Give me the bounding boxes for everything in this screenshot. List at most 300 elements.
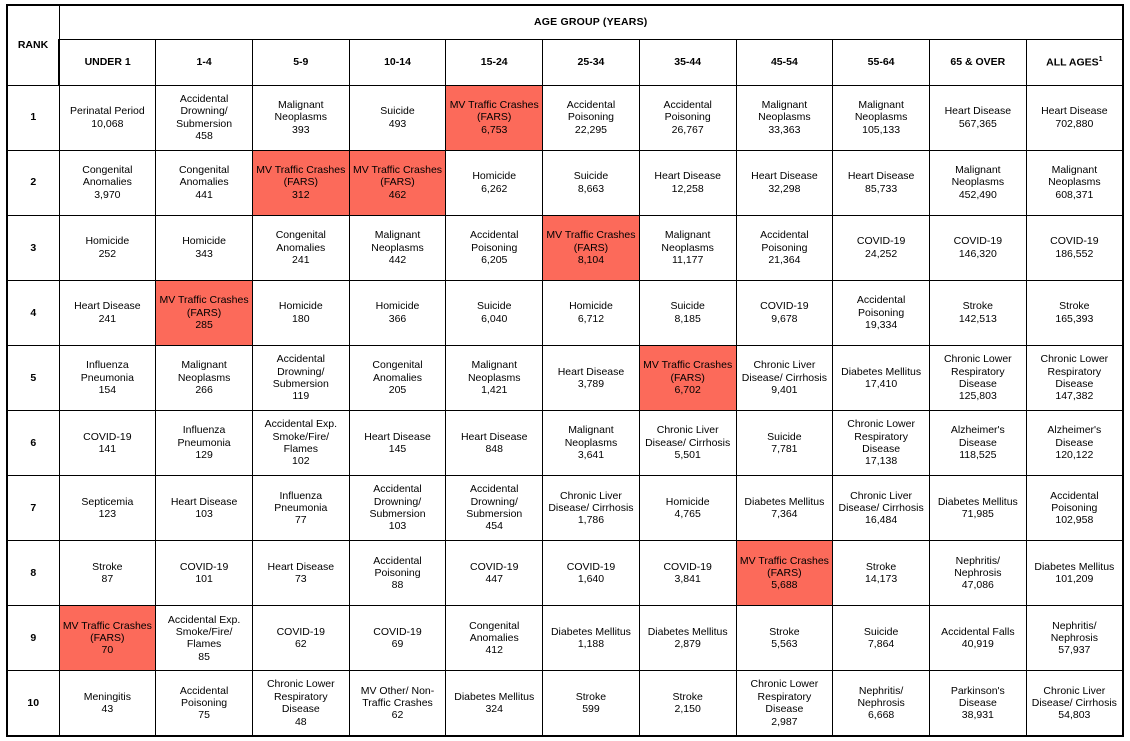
causes-of-death-by-age-table — [6, 4, 1124, 737]
data-cell — [543, 671, 640, 736]
cause-label: Influenza Pneumonia — [80, 359, 134, 384]
table-row — [7, 280, 1123, 345]
cause-label: Chronic Lower Respiratory Disease — [750, 678, 819, 716]
cause-count: 3,789 — [577, 377, 605, 390]
cause-count: 452,490 — [958, 188, 997, 201]
data-cell — [929, 215, 1026, 280]
data-cell — [639, 150, 736, 215]
data-cell-highlighted — [639, 345, 736, 410]
data-cell — [349, 215, 446, 280]
data-cell — [833, 150, 930, 215]
cause-label: Stroke — [769, 625, 800, 638]
data-cell — [736, 215, 833, 280]
rank-cell: 1 — [7, 85, 59, 150]
cause-label: Malignant Neoplasms — [274, 98, 328, 124]
cause-label: Chronic Liver Disease/ Cirrhosis — [838, 489, 924, 514]
data-cell — [833, 85, 930, 150]
cause-count: 9,401 — [771, 384, 798, 397]
cause-count: 1,421 — [481, 384, 508, 397]
cause-label: MV Traffic Crashes (FARS) — [546, 229, 636, 254]
cause-label: Congenital Anomalies — [178, 164, 230, 189]
data-cell — [446, 345, 543, 410]
table-header — [7, 5, 1123, 85]
table-body — [7, 85, 1123, 736]
rank-cell: 8 — [7, 541, 59, 606]
cause-label: Chronic Lower Respiratory Disease — [847, 418, 915, 456]
data-cell — [156, 215, 253, 280]
column-header-all-ages-label: ALL AGES — [1046, 56, 1099, 69]
cause-label: Suicide — [573, 170, 609, 183]
cause-count: 5,563 — [771, 638, 798, 651]
cause-count: 77 — [294, 514, 307, 527]
cause-label: Nephritis/ Nephrosis — [857, 684, 905, 709]
rank-cell: 5 — [7, 345, 59, 410]
data-cell — [639, 671, 736, 736]
cause-count: 48 — [294, 715, 307, 728]
cause-count: 462 — [388, 188, 407, 201]
data-cell — [252, 671, 349, 736]
cause-count: 9,678 — [771, 312, 798, 325]
cause-label: Stroke — [962, 300, 993, 313]
table-column-header-row — [7, 39, 1123, 85]
data-cell — [252, 280, 349, 345]
data-cell — [736, 280, 833, 345]
cause-count: 312 — [292, 188, 310, 201]
cause-label: Accidental Drowning/ Submersion — [272, 353, 329, 390]
cause-count: 447 — [485, 573, 503, 586]
cause-count: 103 — [195, 508, 213, 521]
cause-count: 180 — [292, 312, 310, 325]
cause-label: Suicide — [767, 430, 802, 443]
data-cell-highlighted — [156, 280, 253, 345]
data-cell-highlighted — [252, 150, 349, 215]
cause-count: 62 — [391, 709, 404, 722]
data-cell — [736, 345, 833, 410]
cause-count: 69 — [391, 638, 404, 651]
column-header-10-14: 10-14 — [349, 39, 446, 85]
cause-count: 4,765 — [674, 508, 701, 521]
data-cell — [252, 476, 349, 541]
cause-label: Diabetes Mellitus — [841, 365, 922, 378]
cause-count: 493 — [388, 117, 407, 130]
cause-label: Accidental Poisoning — [566, 98, 616, 124]
cause-count: 85 — [198, 650, 210, 663]
cause-count: 88 — [391, 579, 404, 592]
data-cell — [59, 85, 156, 150]
cause-label: Alzheimer's Disease — [1047, 424, 1102, 449]
data-cell — [59, 150, 156, 215]
data-cell — [446, 671, 543, 736]
cause-label: COVID-19 — [373, 625, 422, 638]
rank-cell: 3 — [7, 215, 59, 280]
cause-count: 3,970 — [94, 188, 121, 201]
data-cell — [252, 410, 349, 475]
data-cell — [1026, 671, 1123, 736]
cause-count: 6,753 — [481, 123, 508, 136]
data-cell — [156, 671, 253, 736]
cause-count: 7,864 — [867, 638, 895, 651]
data-cell — [252, 85, 349, 150]
cause-count: 324 — [485, 703, 503, 716]
cause-count: 87 — [101, 573, 114, 586]
cause-label: Influenza Pneumonia — [177, 424, 231, 449]
cause-count: 5,501 — [674, 449, 701, 462]
cause-label: Malignant Neoplasms — [951, 164, 1005, 189]
cause-label: Malignant Neoplasms — [564, 424, 618, 449]
data-cell — [349, 541, 446, 606]
cause-label: Chronic Lower Respiratory Disease — [1040, 353, 1109, 390]
data-cell — [446, 476, 543, 541]
cause-label: COVID-19 — [179, 560, 229, 573]
cause-count: 7,364 — [771, 508, 798, 521]
data-cell — [1026, 215, 1123, 280]
cause-label: Accidental Poisoning — [470, 229, 519, 254]
table-row — [7, 345, 1123, 410]
cause-count: 24,252 — [865, 247, 898, 260]
cause-label: Congenital Anomalies — [469, 619, 520, 645]
data-cell — [929, 410, 1026, 475]
cause-label: Diabetes Mellitus — [647, 625, 728, 638]
cause-label: COVID-19 — [663, 560, 712, 573]
cause-label: MV Traffic Crashes (FARS) — [449, 98, 539, 124]
cause-count: 102 — [292, 455, 310, 468]
cause-label: Malignant Neoplasms — [758, 98, 811, 124]
data-cell — [252, 345, 349, 410]
cause-label: Diabetes Mellitus — [550, 625, 631, 638]
cause-label: Diabetes Mellitus — [744, 495, 825, 508]
cause-count: 21,364 — [768, 253, 801, 266]
cause-count: 7,781 — [771, 443, 798, 456]
age-group-banner: AGE GROUP (YEARS) — [59, 5, 1123, 39]
cause-label: COVID-19 — [566, 560, 616, 573]
cause-label: Accidental Poisoning — [179, 684, 229, 709]
cause-label: Nephritis/ Nephrosis — [1050, 619, 1098, 645]
cause-count: 848 — [485, 443, 503, 456]
cause-label: Suicide — [863, 625, 899, 638]
cause-label: Accidental Drowning/ Submersion — [369, 483, 426, 521]
cause-count: 145 — [388, 443, 407, 456]
cause-label: Stroke — [865, 560, 897, 573]
data-cell-highlighted — [59, 606, 156, 671]
cause-count: 17,138 — [865, 455, 898, 468]
cause-label: Heart Disease — [1041, 105, 1108, 118]
cause-count: 73 — [294, 573, 307, 586]
data-cell — [59, 215, 156, 280]
data-cell — [59, 671, 156, 736]
cause-count: 57,937 — [1058, 644, 1091, 657]
data-cell — [349, 671, 446, 736]
column-header-55-64: 55-64 — [833, 39, 930, 85]
cause-label: Accidental Poisoning — [373, 554, 422, 580]
cause-count: 343 — [195, 247, 213, 260]
cause-label: Malignant Neoplasms — [177, 359, 231, 384]
cause-count: 62 — [294, 638, 307, 651]
cause-count: 85,733 — [865, 182, 898, 195]
cause-count: 2,987 — [771, 715, 798, 728]
data-cell — [1026, 345, 1123, 410]
data-cell — [252, 541, 349, 606]
data-cell — [833, 345, 930, 410]
data-cell — [446, 150, 543, 215]
cause-count: 6,702 — [674, 384, 701, 397]
cause-count: 241 — [98, 312, 117, 325]
data-cell — [156, 606, 253, 671]
cause-label: Chronic Liver Disease/ Cirrhosis — [741, 359, 827, 384]
data-cell — [252, 606, 349, 671]
rank-cell: 6 — [7, 410, 59, 475]
cause-count: 241 — [292, 253, 310, 266]
cause-count: 6,040 — [481, 312, 508, 325]
data-cell — [156, 85, 253, 150]
data-cell — [639, 410, 736, 475]
cause-label: Meningitis — [83, 690, 131, 703]
cause-label: Nephritis/ Nephrosis — [954, 554, 1002, 580]
data-cell-highlighted — [446, 85, 543, 150]
cause-count: 442 — [388, 253, 407, 266]
data-cell — [929, 606, 1026, 671]
cause-count: 19,334 — [865, 319, 898, 332]
cause-count: 567,365 — [958, 117, 997, 130]
cause-label: COVID-19 — [1050, 235, 1099, 248]
cause-count: 6,262 — [481, 182, 508, 195]
cause-label: COVID-19 — [953, 235, 1003, 248]
cause-label: MV Traffic Crashes (FARS) — [643, 359, 733, 384]
cause-count: 454 — [485, 520, 503, 533]
data-cell — [1026, 541, 1123, 606]
data-cell — [639, 215, 736, 280]
data-cell — [639, 541, 736, 606]
data-cell — [833, 671, 930, 736]
data-cell — [639, 85, 736, 150]
cause-count: 71,985 — [961, 508, 994, 521]
data-cell — [543, 85, 640, 150]
cause-label: MV Traffic Crashes (FARS) — [352, 164, 443, 189]
data-cell — [349, 85, 446, 150]
column-header-65-and-over — [929, 39, 1026, 85]
cause-label: Diabetes Mellitus — [1034, 560, 1115, 573]
column-header-all-ages — [1026, 39, 1123, 85]
cause-label: COVID-19 — [856, 235, 906, 248]
cause-label: Homicide — [182, 235, 226, 248]
cause-count: 43 — [101, 703, 114, 716]
data-cell — [929, 345, 1026, 410]
cause-label: Accidental Exp. Smoke/Fire/ Flames — [264, 418, 337, 456]
table-row — [7, 541, 1123, 606]
cause-count: 2,150 — [674, 703, 701, 716]
data-cell — [349, 476, 446, 541]
cause-count: 8,104 — [577, 253, 605, 266]
data-cell — [446, 606, 543, 671]
data-cell — [349, 345, 446, 410]
data-cell — [543, 345, 640, 410]
data-cell — [833, 476, 930, 541]
cause-label: Heart Disease — [364, 430, 431, 443]
cause-count: 3,641 — [577, 449, 605, 462]
cause-label: COVID-19 — [470, 560, 519, 573]
cause-count: 12,258 — [671, 182, 704, 195]
cause-label: Stroke — [92, 560, 123, 573]
cause-label: Malignant Neoplasms — [1048, 164, 1101, 189]
cause-count: 17,410 — [865, 377, 898, 390]
cause-label: Chronic Liver Disease/ Cirrhosis — [645, 424, 731, 449]
cause-label: Congenital Anomalies — [372, 359, 423, 384]
cause-label: COVID-19 — [276, 625, 326, 638]
data-cell — [349, 606, 446, 671]
cause-label: Accidental Drowning/ Submersion — [466, 483, 523, 521]
data-cell — [639, 606, 736, 671]
rank-cell: 2 — [7, 150, 59, 215]
data-cell — [59, 345, 156, 410]
cause-label: Stroke — [672, 690, 703, 703]
cause-count: 14,173 — [865, 573, 898, 586]
cause-count: 458 — [195, 129, 213, 142]
column-header-1-4: 1-4 — [156, 39, 253, 85]
data-cell — [639, 476, 736, 541]
cause-label: Perinatal Period — [70, 105, 145, 118]
rank-cell: 9 — [7, 606, 59, 671]
table-row — [7, 671, 1123, 736]
data-cell — [59, 280, 156, 345]
column-header-35-44: 35-44 — [639, 39, 736, 85]
data-cell — [736, 85, 833, 150]
cause-count: 266 — [195, 384, 213, 397]
cause-label: Diabetes Mellitus — [937, 495, 1018, 508]
cause-label: Malignant Neoplasms — [467, 359, 521, 384]
cause-label: Heart Disease — [74, 300, 141, 313]
data-cell-highlighted — [349, 150, 446, 215]
cause-label: Accidental Falls — [941, 625, 1015, 638]
cause-count: 2,879 — [674, 638, 701, 651]
rank-cell: 4 — [7, 280, 59, 345]
data-cell — [349, 280, 446, 345]
column-header-45-54: 45-54 — [736, 39, 833, 85]
data-cell — [59, 476, 156, 541]
cause-count: 40,919 — [961, 638, 994, 651]
data-cell — [446, 280, 543, 345]
cause-label: Homicide — [665, 495, 710, 508]
cause-label: Alzheimer's Disease — [950, 424, 1005, 449]
cause-label: Stroke — [1059, 300, 1090, 313]
cause-count: 75 — [198, 709, 210, 722]
data-cell — [833, 280, 930, 345]
data-cell — [1026, 410, 1123, 475]
table-row — [7, 150, 1123, 215]
cause-label: Heart Disease — [654, 170, 721, 183]
cause-label: Chronic Lower Respiratory Disease — [266, 678, 335, 716]
cause-label: COVID-19 — [83, 430, 132, 443]
cause-label: Suicide — [477, 300, 512, 313]
cause-label: MV Traffic Crashes (FARS) — [62, 619, 152, 645]
table-row — [7, 85, 1123, 150]
cause-label: Accidental Poisoning — [760, 229, 809, 254]
cause-label: Homicide — [278, 300, 323, 313]
cause-label: Malignant Neoplasms — [661, 229, 714, 254]
data-cell — [446, 541, 543, 606]
data-cell — [736, 476, 833, 541]
data-cell — [639, 280, 736, 345]
column-header-25-34: 25-34 — [543, 39, 640, 85]
data-cell — [543, 606, 640, 671]
cause-count: 54,803 — [1058, 709, 1091, 722]
cause-count: 1,640 — [577, 573, 605, 586]
cause-count: 1,786 — [577, 514, 605, 527]
cause-count: 16,484 — [865, 514, 898, 527]
data-cell — [446, 215, 543, 280]
data-cell — [543, 410, 640, 475]
cause-label: Homicide — [472, 170, 517, 183]
cause-label: Heart Disease — [847, 170, 915, 183]
data-cell — [833, 541, 930, 606]
data-cell — [59, 410, 156, 475]
data-cell — [833, 410, 930, 475]
cause-count: 47,086 — [961, 579, 994, 592]
cause-label: Accidental Exp. Smoke/Fire/ Flames — [167, 613, 241, 651]
cause-count: 8,185 — [674, 312, 701, 325]
data-cell — [543, 476, 640, 541]
cause-count: 120,122 — [1055, 449, 1094, 462]
cause-count: 205 — [388, 384, 407, 397]
cause-count: 393 — [292, 123, 310, 136]
cause-count: 252 — [98, 247, 117, 260]
cause-count: 101 — [195, 573, 213, 586]
cause-label: Accidental Poisoning — [663, 98, 712, 124]
data-cell — [156, 150, 253, 215]
cause-label: Congenital Anomalies — [82, 164, 133, 189]
cause-count: 165,393 — [1055, 312, 1094, 325]
table-row — [7, 476, 1123, 541]
data-cell — [736, 671, 833, 736]
cause-count: 11,177 — [672, 253, 704, 266]
cause-count: 366 — [388, 312, 407, 325]
data-cell — [833, 215, 930, 280]
data-cell — [833, 606, 930, 671]
cause-label: Suicide — [670, 300, 705, 313]
cause-count: 154 — [98, 384, 117, 397]
all-ages-footnote-marker: 1 — [1098, 55, 1103, 63]
cause-count: 125,803 — [958, 390, 997, 403]
cause-label: Chronic Liver Disease/ Cirrhosis — [1031, 684, 1117, 709]
data-cell — [929, 541, 1026, 606]
column-header-5-9: 5-9 — [252, 39, 349, 85]
table-header-band-row — [7, 5, 1123, 39]
cause-count: 102,958 — [1055, 514, 1094, 527]
rank-column-header: RANK — [7, 5, 59, 85]
data-cell — [349, 410, 446, 475]
cause-count: 38,931 — [961, 709, 994, 722]
cause-label: Heart Disease — [944, 105, 1012, 118]
data-cell — [736, 606, 833, 671]
cause-label: Heart Disease — [557, 365, 625, 378]
table-row — [7, 606, 1123, 671]
cause-count: 26,767 — [671, 123, 704, 136]
cause-label: Stroke — [575, 690, 607, 703]
cause-count: 186,552 — [1055, 247, 1094, 260]
cause-count: 6,205 — [481, 253, 508, 266]
cause-count: 119 — [292, 390, 310, 403]
data-cell — [736, 150, 833, 215]
cause-count: 412 — [485, 644, 503, 657]
cause-count: 123 — [98, 508, 117, 521]
cause-count: 599 — [582, 703, 600, 716]
data-cell — [929, 671, 1026, 736]
cause-label: Heart Disease — [267, 560, 335, 573]
cause-count: 33,363 — [768, 123, 801, 136]
cause-count: 5,688 — [771, 579, 798, 592]
data-cell — [1026, 280, 1123, 345]
table-row — [7, 215, 1123, 280]
cause-label: Homicide — [375, 300, 420, 313]
cause-label: Chronic Lower Respiratory Disease — [943, 353, 1012, 390]
